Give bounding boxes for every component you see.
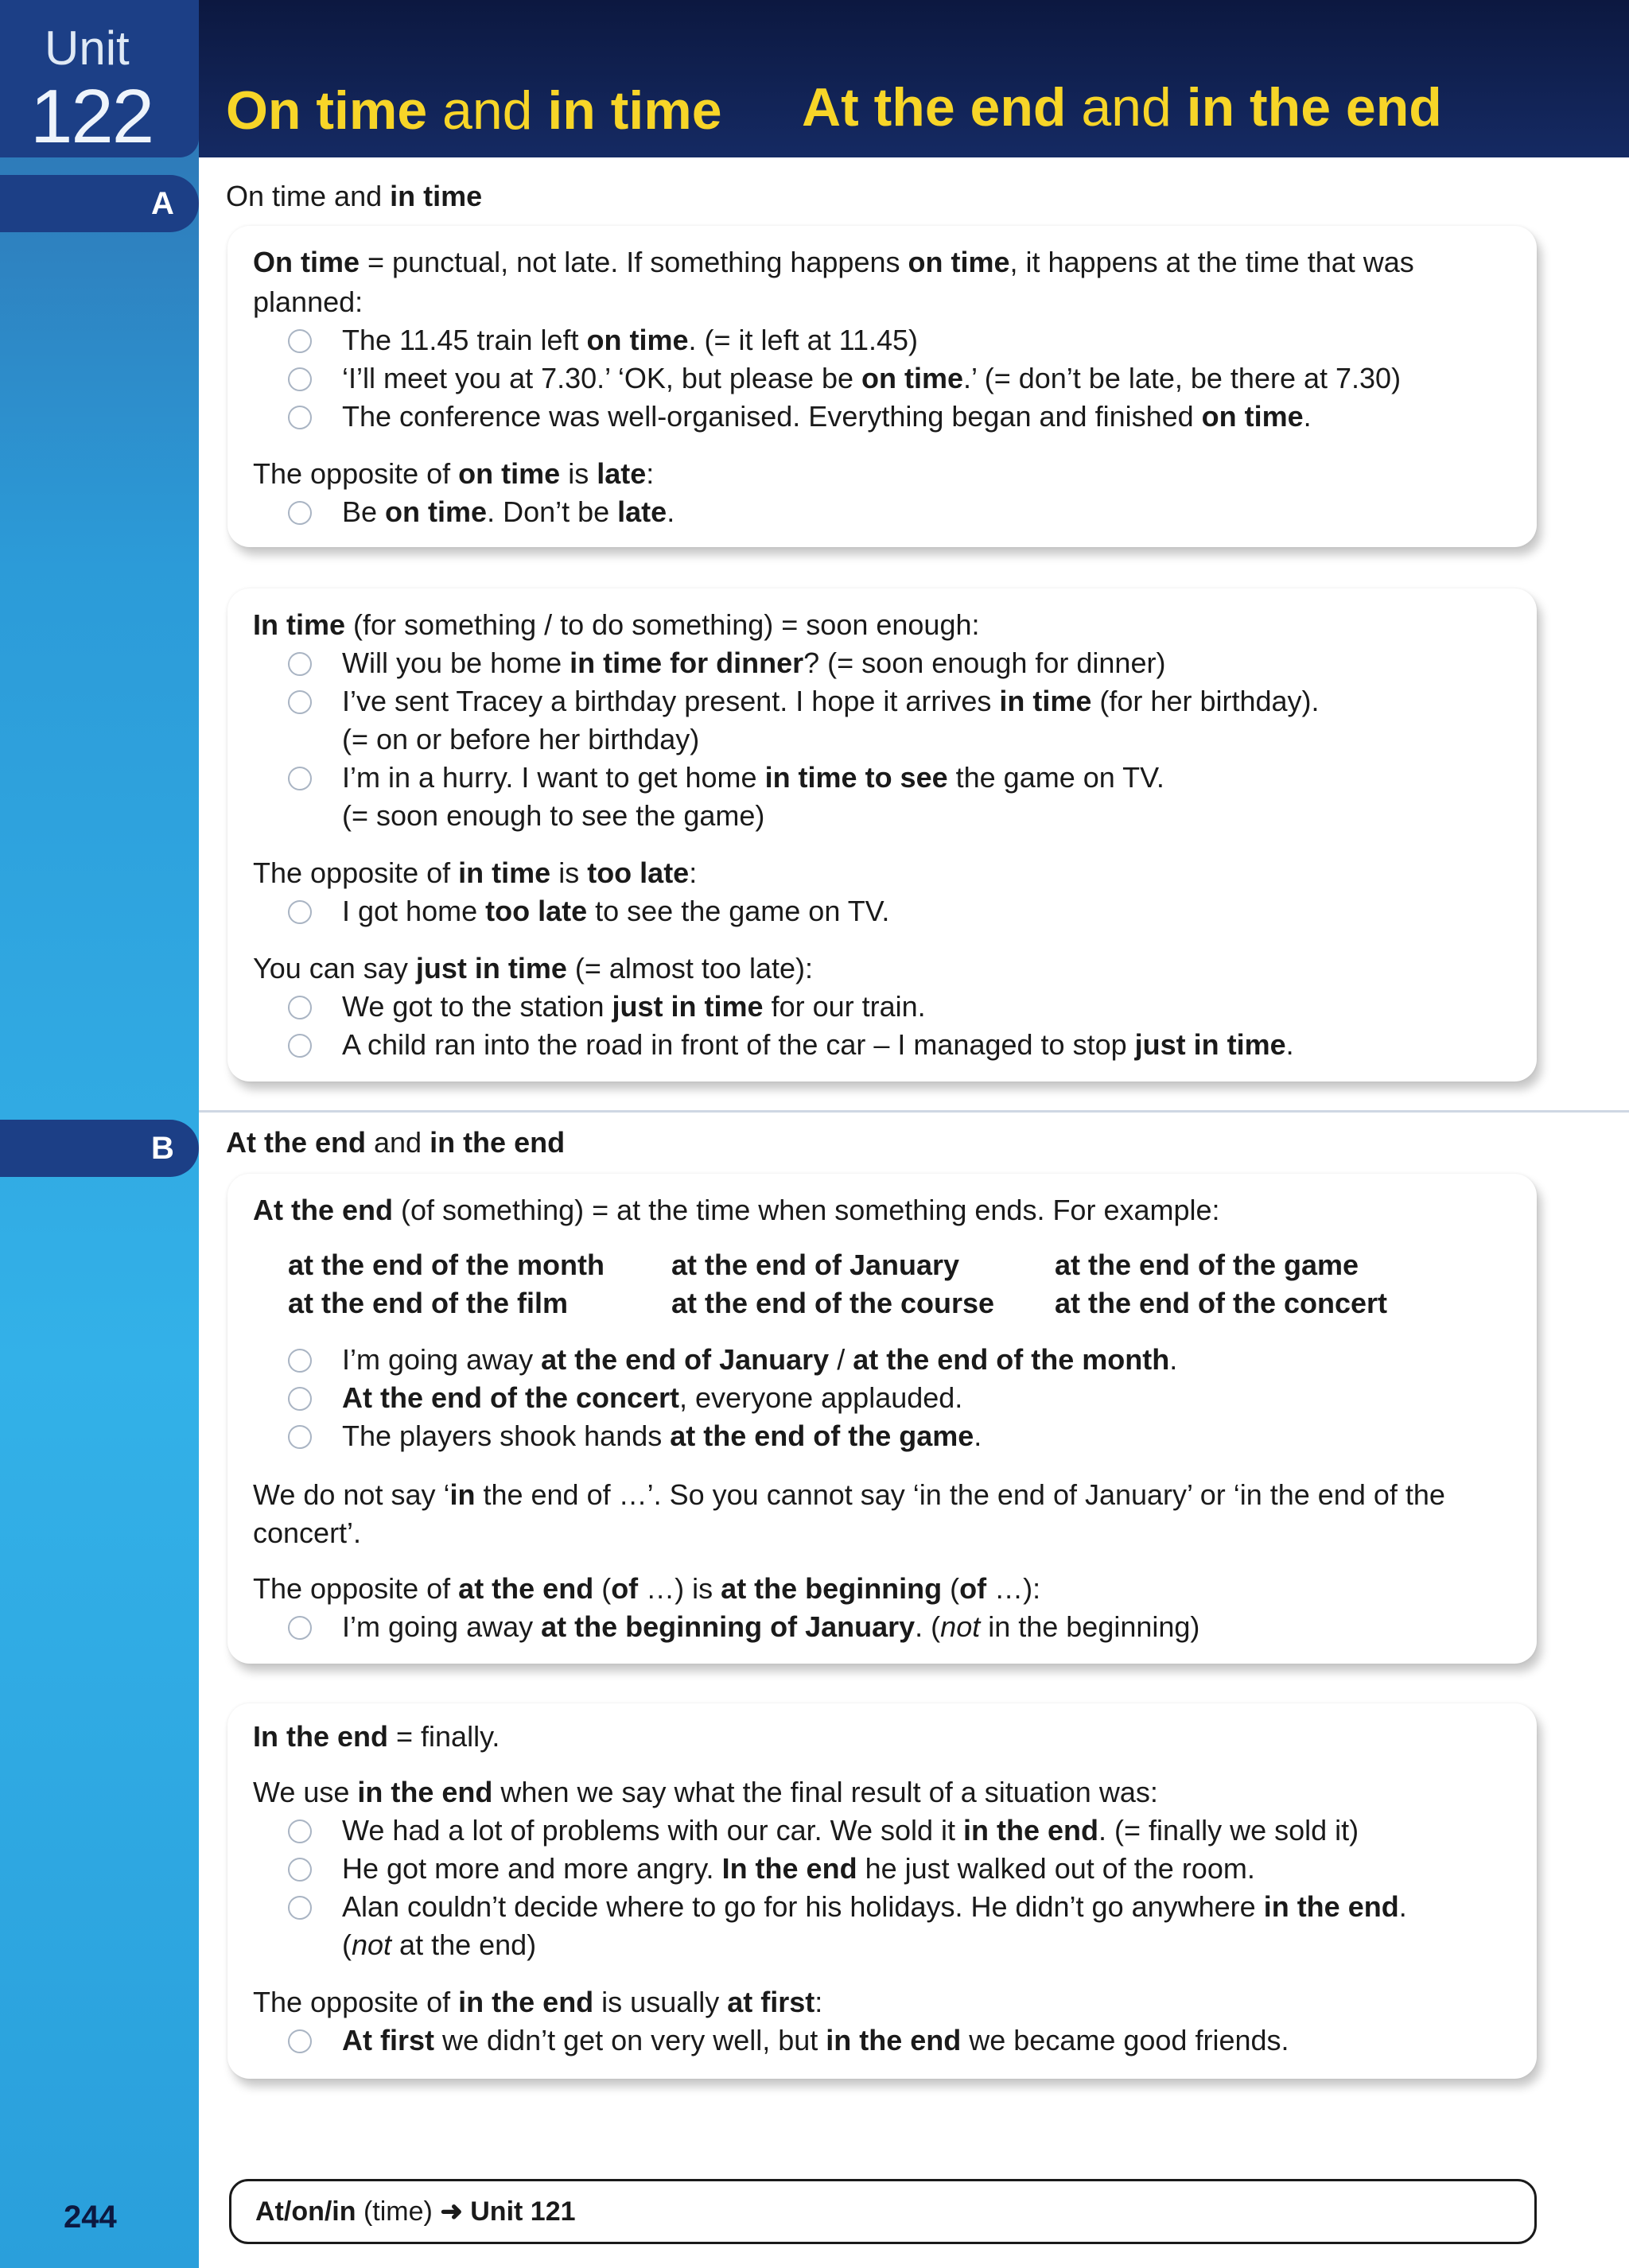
- example-bullet: [288, 767, 312, 790]
- example-line: I’m going away at the end of January / at the end of the month.: [342, 1343, 1178, 1376]
- unit-badge: [0, 0, 199, 157]
- example-line: ‘I’ll meet you at 7.30.’ ‘OK, but please be on time.’ (= don’t be late, be there at 7.30): [342, 362, 1402, 394]
- example-bullet: [288, 652, 312, 676]
- in-the-end-definition: In the end = finally.: [253, 1720, 500, 1753]
- example-line: I got home too late to see the game on TV.: [342, 895, 890, 927]
- phrase-cell: at the end of the concert: [1055, 1287, 1388, 1319]
- example-bullet: [288, 1425, 312, 1449]
- section-letter-a: A: [151, 186, 174, 221]
- page-number: 244: [64, 2200, 117, 2235]
- section-b-heading: At the end and in the end: [226, 1126, 566, 1159]
- opposite-on-time: The opposite of on time is late:: [253, 457, 655, 490]
- example-bullet: [288, 1896, 312, 1920]
- example-bullet: [288, 1858, 312, 1882]
- example-line: We got to the station just in time for our train.: [342, 990, 926, 1023]
- example-line: The 11.45 train left on time. (= it left at 11.45): [342, 324, 919, 356]
- example-bullet: [288, 2029, 312, 2053]
- unit-number: 122: [30, 74, 154, 159]
- example-line: Be on time. Don’t be late.: [342, 495, 675, 528]
- section-tab-b: [0, 1120, 199, 1177]
- section-a-heading: On time and in time: [226, 180, 483, 212]
- example-bullet: [288, 690, 312, 714]
- opposite-at-the-end: The opposite of at the end (of …) is at the beginning (of …):: [253, 1572, 1041, 1605]
- example-line: Alan couldn’t decide where to go for his holidays. He didn’t go anywhere in the end.: [342, 1890, 1407, 1923]
- section-divider: [199, 1110, 1629, 1113]
- example-line: A child ran into the road in front of the car – I managed to stop just in time.: [342, 1028, 1294, 1061]
- section-tab-a: [0, 175, 199, 232]
- phrase-cell: at the end of the film: [288, 1287, 569, 1319]
- unit-label: Unit: [45, 21, 130, 75]
- example-bullet: [288, 1349, 312, 1373]
- example-line-cont: (= on or before her birthday): [342, 723, 700, 755]
- opposite-in-time: The opposite of in time is too late:: [253, 856, 698, 889]
- example-bullet: [288, 1034, 312, 1058]
- example-bullet: [288, 367, 312, 391]
- in-time-definition: In time (for something / to do something) = soon enough:: [253, 608, 980, 641]
- phrase-cell: at the end of the game: [1055, 1249, 1359, 1281]
- phrase-cell: at the end of January: [671, 1249, 960, 1281]
- in-the-end-of-note-cont: concert’.: [253, 1517, 362, 1549]
- example-bullet: [288, 1616, 312, 1640]
- example-bullet: [288, 996, 312, 1019]
- in-the-end-of-note: We do not say ‘in the end of …’. So you cannot say ‘in the end of January’ or ‘in the end of the: [253, 1478, 1445, 1511]
- at-the-end-definition: At the end (of something) = at the time when something ends. For example:: [253, 1194, 1220, 1226]
- page-title-right: At the end and in the end: [802, 77, 1442, 138]
- in-the-end-use: We use in the end when we say what the final result of a situation was:: [253, 1776, 1158, 1808]
- page-title-left: On time and in time: [226, 80, 722, 141]
- example-line: Will you be home in time for dinner? (= soon enough for dinner): [342, 647, 1166, 679]
- section-letter-b: B: [151, 1131, 174, 1166]
- example-line: I’m going away at the beginning of January. (not in the beginning): [342, 1610, 1200, 1643]
- example-line-cont: (= soon enough to see the game): [342, 799, 765, 832]
- opposite-in-the-end: The opposite of in the end is usually at first:: [253, 1986, 823, 2018]
- on-time-definition: On time = punctual, not late. If something happens on time, it happens at the time that was: [253, 246, 1414, 278]
- example-bullet: [288, 900, 312, 924]
- example-bullet: [288, 329, 312, 353]
- example-bullet: [288, 1387, 312, 1411]
- example-bullet: [288, 501, 312, 525]
- example-line: At first we didn’t get on very well, but in the end we became good friends.: [342, 2024, 1289, 2056]
- example-line: The conference was well-organised. Everything began and finished on time.: [342, 400, 1312, 433]
- example-line-cont: (not at the end): [342, 1928, 537, 1961]
- on-time-definition-cont: planned:: [253, 285, 364, 318]
- example-line: He got more and more angry. In the end he just walked out of the room.: [342, 1852, 1255, 1885]
- example-line: At the end of the concert, everyone applauded.: [342, 1381, 963, 1414]
- example-line: The players shook hands at the end of the game.: [342, 1419, 982, 1452]
- just-in-time-note: You can say just in time (= almost too late):: [253, 952, 813, 984]
- cross-reference-link[interactable]: At/on/in (time) ➜ Unit 121: [255, 2196, 576, 2227]
- example-line: We had a lot of problems with our car. We sold it in the end. (= finally we sold it): [342, 1814, 1359, 1847]
- example-line: I’ve sent Tracey a birthday present. I hope it arrives in time (for her birthday).: [342, 685, 1320, 717]
- phrase-cell: at the end of the course: [671, 1287, 995, 1319]
- example-bullet: [288, 1819, 312, 1843]
- example-line: I’m in a hurry. I want to get home in time to see the game on TV.: [342, 761, 1164, 794]
- phrase-cell: at the end of the month: [288, 1249, 605, 1281]
- cross-reference-box[interactable]: [229, 2179, 1537, 2244]
- example-bullet: [288, 406, 312, 429]
